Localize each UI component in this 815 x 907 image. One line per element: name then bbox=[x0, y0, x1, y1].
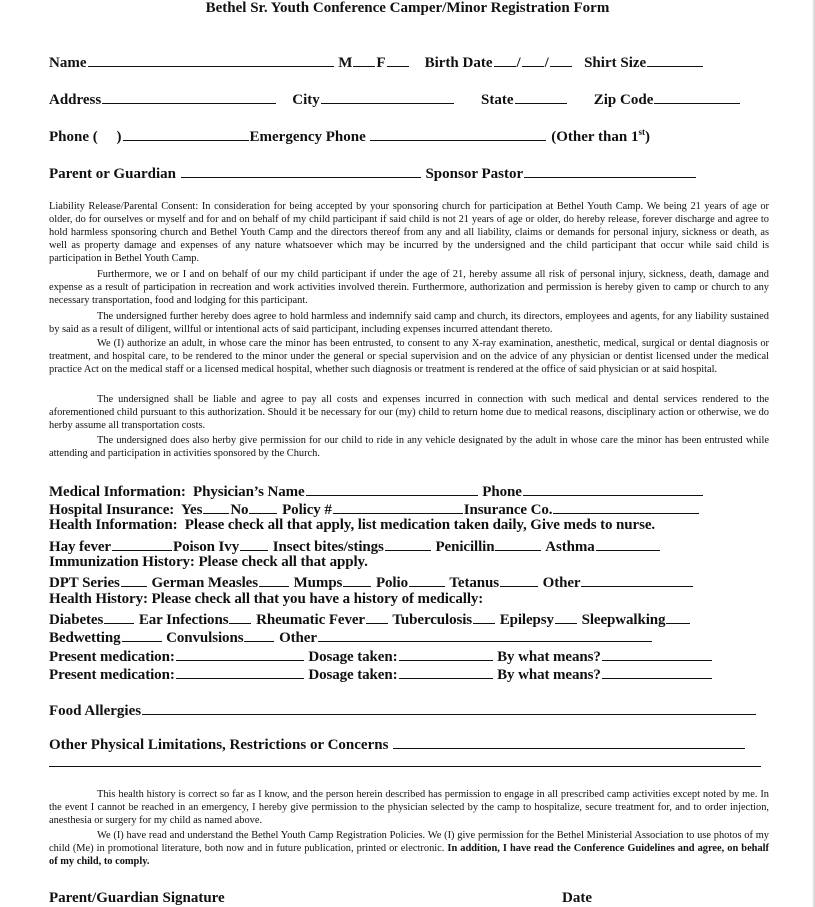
consent-paragraph-1: This health history is correct so far as I know, and the person herein described has permission to engage in all prescribed camp activities except noted by me. In the event I cannot be reached in an emergency, I hereby give permission to the physician selected by the camp to hospitalize, secure treatment for, and to order injection, anesthesia or surgery for my child as named above. bbox=[49, 789, 769, 827]
by-what-label-2: By what means? bbox=[497, 667, 601, 683]
sponsor-label: Sponsor Pastor bbox=[425, 166, 524, 182]
tuberculosis-label: Tuberculosis bbox=[392, 612, 473, 628]
phone-row bbox=[49, 126, 650, 146]
release-paragraph-4: We (I) authorize an adult, in whose care the minor has been entrusted, to consent to any X-ray examination, anesthetic, medical, surgical or dental diagnosis or treatment, and hospital care, to be rendered to the minor under the general or special supervision and on the advice of any physician or dentist licensed under the medical practice Act on the medical staff or a licensed medical hospital, whether such diagnosis or treatment is rendered at the office of said physician or at said hospital. bbox=[49, 338, 769, 376]
ear-infections-checkbox[interactable] bbox=[229, 609, 251, 624]
physician-phone-label: Phone bbox=[482, 484, 522, 500]
insect-checkbox[interactable] bbox=[385, 536, 431, 551]
zip-field[interactable] bbox=[654, 89, 740, 104]
poison-ivy-checkbox[interactable] bbox=[240, 536, 268, 551]
epilepsy-checkbox[interactable] bbox=[555, 609, 577, 624]
tuberculosis-checkbox[interactable] bbox=[473, 609, 495, 624]
policy-label: Policy # bbox=[282, 502, 332, 518]
by-what-label-1: By what means? bbox=[497, 649, 601, 665]
present-med-row-2 bbox=[49, 664, 713, 684]
shirt-size-label: Shirt Size bbox=[584, 55, 647, 71]
convulsions-label: Convulsions bbox=[166, 630, 244, 646]
ear-infections-label: Ear Infections bbox=[138, 612, 229, 628]
tetanus-label: Tetanus bbox=[449, 575, 499, 591]
state-label: State bbox=[481, 92, 514, 108]
other-immunization-label: Other bbox=[542, 575, 581, 591]
penicillin-label: Penicillin bbox=[435, 539, 495, 555]
diabetes-checkbox[interactable] bbox=[104, 609, 134, 624]
mumps-checkbox[interactable] bbox=[343, 572, 371, 587]
limitations-row bbox=[49, 734, 746, 754]
dosage-field-1[interactable] bbox=[399, 646, 493, 661]
diabetes-label: Diabetes bbox=[49, 612, 104, 628]
limitations-label: Other Physical Limitations, Restrictions or Concerns bbox=[49, 737, 389, 753]
immunization-heading: Immunization History: Please check all that apply. bbox=[49, 554, 368, 570]
release-paragraph-2: Furthermore, we or I and on behalf of our my child participant if under the age of 21, hereby assume all risk of personal injury, sickness, death, damage and expense as a result of participation in recreation and work activities involved therein. Furthermore, authorization and permission is hereby given to camp or church to any necessary transportation, food and lodging for this participant. bbox=[49, 269, 769, 307]
polio-label: Polio bbox=[375, 575, 408, 591]
bedwetting-label: Bedwetting bbox=[49, 630, 121, 646]
other-than-sup: st bbox=[638, 127, 645, 137]
present-med-field-2[interactable] bbox=[176, 664, 304, 679]
insurance-yes-checkbox[interactable] bbox=[203, 499, 229, 514]
present-med-field-1[interactable] bbox=[176, 646, 304, 661]
state-field[interactable] bbox=[515, 89, 567, 104]
health-history-row-2 bbox=[49, 627, 653, 647]
policy-field[interactable] bbox=[333, 499, 463, 514]
parent-field[interactable] bbox=[181, 163, 421, 178]
parent-label: Parent or Guardian bbox=[49, 166, 176, 182]
other-immunization-field[interactable] bbox=[581, 572, 693, 587]
medical-info-label: Medical Information: Physician’s Name bbox=[49, 484, 305, 500]
phone-field[interactable] bbox=[123, 126, 249, 141]
german-measles-label: German Measles bbox=[151, 575, 258, 591]
sleepwalking-label: Sleepwalking bbox=[581, 612, 666, 628]
consent-guidelines-text: In addition, I have read the Conference Guidelines and agree, on behalf of my child, to comply. bbox=[49, 843, 770, 868]
poison-ivy-label: Poison Ivy bbox=[173, 539, 240, 555]
present-med-row-1 bbox=[49, 646, 713, 666]
zip-label: Zip Code bbox=[593, 92, 654, 108]
hospital-insurance-row bbox=[49, 499, 700, 519]
phone-label: Phone ( bbox=[49, 129, 98, 145]
sleepwalking-checkbox[interactable] bbox=[666, 609, 690, 624]
asthma-checkbox[interactable] bbox=[596, 536, 660, 551]
by-what-field-1[interactable] bbox=[602, 646, 712, 661]
date-label: Date bbox=[562, 890, 592, 906]
rheumatic-label: Rheumatic Fever bbox=[256, 612, 365, 628]
name-label: Name bbox=[49, 55, 87, 71]
name-row: Name M F Birth Date / / Shirt Size bbox=[49, 52, 704, 72]
insect-label: Insect bites/stings bbox=[272, 539, 384, 555]
shirt-size-field[interactable] bbox=[647, 52, 703, 67]
other-history-label: Other bbox=[279, 630, 317, 646]
present-med-label-1: Present medication: bbox=[49, 649, 175, 665]
address-label: Address bbox=[49, 92, 102, 108]
address-field[interactable] bbox=[102, 89, 276, 104]
health-history-heading: Health History: Please check all that you have a history of medically: bbox=[49, 591, 484, 607]
emergency-phone-field[interactable] bbox=[370, 126, 546, 141]
german-measles-checkbox[interactable] bbox=[259, 572, 289, 587]
f-label: F bbox=[376, 55, 386, 71]
physician-phone-field[interactable] bbox=[523, 481, 703, 496]
dosage-label-1: Dosage taken: bbox=[308, 649, 398, 665]
birth-month-field[interactable] bbox=[494, 52, 516, 67]
mumps-label: Mumps bbox=[293, 575, 343, 591]
address-row bbox=[49, 89, 741, 109]
food-allergies-label: Food Allergies bbox=[49, 703, 142, 719]
medical-info-row bbox=[49, 481, 704, 501]
form-title: Bethel Sr. Youth Conference Camper/Minor Registration Form bbox=[205, 0, 610, 16]
release-paragraph-1: Liability Release/Parental Consent: In consideration for being accepted by your sponsoring church for participation at Bethel Youth Camp. We being 21 years of age or older, do for ourselves or myself and for and on behalf of my child participant if said child is not 21 years of age or older, do hereby release, forever discharge and agree to hold harmless sponsoring church and Bethel Youth Camp and the directors thereof from any and all liability, claims or demands for personal injury, sickness or death, as well as property damage and expenses of any nature whatsoever which may be incurred by the undersigned and the child participant that occur while said child is participation in Bethel Youth Camp. bbox=[49, 201, 769, 265]
limitations-field[interactable] bbox=[393, 734, 745, 749]
convulsions-checkbox[interactable] bbox=[244, 627, 274, 642]
limitations-extra-line[interactable] bbox=[49, 766, 761, 767]
sponsor-field[interactable] bbox=[524, 163, 696, 178]
dpt-label: DPT Series bbox=[49, 575, 120, 591]
by-what-field-2[interactable] bbox=[602, 664, 712, 679]
city-field[interactable] bbox=[321, 89, 454, 104]
dosage-field-2[interactable] bbox=[399, 664, 493, 679]
health-conditions-row bbox=[49, 536, 661, 556]
health-history-row-1 bbox=[49, 609, 691, 629]
birth-year-field[interactable] bbox=[550, 52, 572, 67]
tetanus-checkbox[interactable] bbox=[500, 572, 538, 587]
food-allergies-field[interactable] bbox=[142, 700, 756, 715]
release-paragraph-5: The undersigned shall be liable and agree to pay all costs and expenses incurred in connection with such medical and dental services rendered to the aforementioned child pursuant to this authorization. Should it be necessary for our (my) child to return home due to medical reasons, disciplinary action or otherwise, we do herby assume all transportation costs. bbox=[49, 394, 769, 432]
hospital-insurance-label: Hospital Insurance: Yes bbox=[49, 502, 203, 518]
insurance-no-checkbox[interactable] bbox=[249, 499, 277, 514]
rheumatic-checkbox[interactable] bbox=[366, 609, 388, 624]
m-label: M bbox=[338, 55, 353, 71]
penicillin-checkbox[interactable] bbox=[495, 536, 541, 551]
city-label: City bbox=[292, 92, 320, 108]
present-med-label-2: Present medication: bbox=[49, 667, 175, 683]
health-info-heading: Health Information: Please check all that apply, list medication taken daily, Give meds to nurse. bbox=[49, 517, 656, 533]
birth-date-label: Birth Date bbox=[424, 55, 493, 71]
insurance-no-label: No bbox=[230, 502, 249, 518]
emergency-phone-label: Emergency Phone bbox=[249, 129, 366, 145]
parent-signature-label: Parent/Guardian Signature bbox=[49, 890, 225, 906]
consent-paragraph-2 bbox=[49, 829, 769, 868]
birth-day-field[interactable] bbox=[522, 52, 544, 67]
bedwetting-checkbox[interactable] bbox=[122, 627, 162, 642]
epilepsy-label: Epilepsy bbox=[499, 612, 554, 628]
dpt-checkbox[interactable] bbox=[121, 572, 147, 587]
physician-field[interactable] bbox=[306, 481, 478, 496]
food-allergies-row bbox=[49, 700, 757, 720]
immunization-row bbox=[49, 572, 694, 592]
hay-fever-label: Hay fever bbox=[49, 539, 111, 555]
release-paragraph-6: The undersigned does also herby give permission for our child to ride in any vehicle designated by the adult in whose care the minor has been entrusted while attending and participation in activities sponsored by the Church. bbox=[49, 435, 769, 460]
asthma-label: Asthma bbox=[545, 539, 595, 555]
hay-fever-checkbox[interactable] bbox=[112, 536, 172, 551]
consent-paragraph-2-text: We (I) have read and understand the Bethel Youth Camp Registration Policies. We (I) give permission for the Bethel Ministerial Association to use photos of my child (Me) in promotional literature, both now and in future publication, printed or electronic. bbox=[49, 830, 769, 855]
f-checkbox[interactable] bbox=[387, 52, 409, 67]
phone-paren: ) bbox=[116, 129, 122, 145]
other-than-close: ) bbox=[644, 129, 650, 145]
parent-row bbox=[49, 163, 697, 183]
other-history-field[interactable] bbox=[318, 627, 652, 642]
polio-checkbox[interactable] bbox=[409, 572, 445, 587]
release-paragraph-3: The undersigned further hereby does agree to hold harmless and indemnify said camp and church, its directors, employees and agents, for any liability sustained by said as a result of diligent, willful or intentional acts of said participant, including expenses incurred attendant thereto. bbox=[49, 311, 769, 336]
dosage-label-2: Dosage taken: bbox=[308, 667, 398, 683]
insurance-co-field[interactable] bbox=[553, 499, 699, 514]
insurance-co-label: Insurance Co. bbox=[463, 502, 553, 518]
other-than-label: (Other than 1 bbox=[551, 129, 639, 145]
name-field[interactable] bbox=[88, 52, 334, 67]
m-checkbox[interactable] bbox=[353, 52, 375, 67]
